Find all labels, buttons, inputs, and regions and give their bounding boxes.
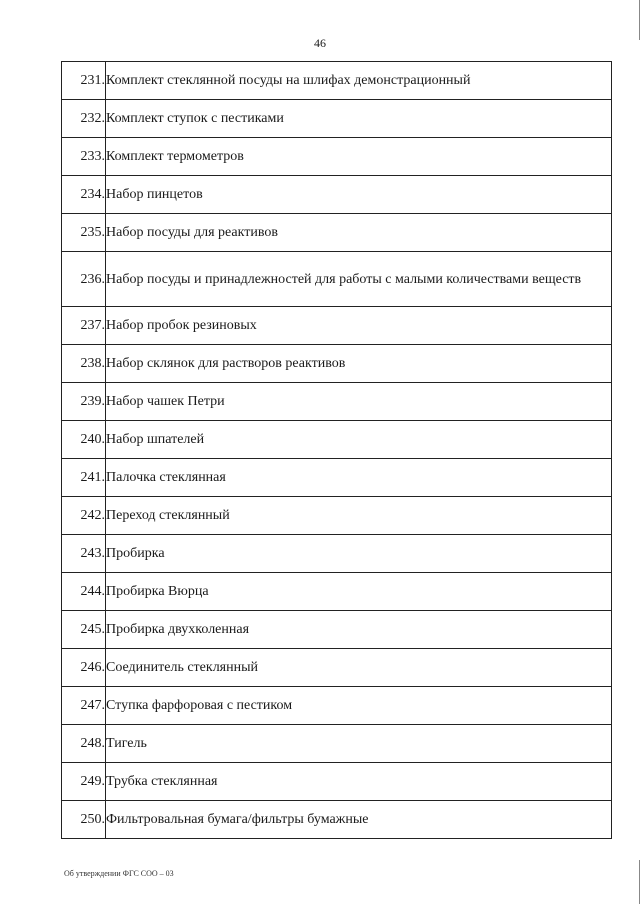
row-text: Тигель [106, 725, 612, 763]
row-number: 244. [62, 573, 106, 611]
row-text: Комплект термометров [106, 138, 612, 176]
row-number: 246. [62, 649, 106, 687]
row-text: Комплект ступок с пестиками [106, 100, 612, 138]
row-number: 232. [62, 100, 106, 138]
row-number: 249. [62, 763, 106, 801]
row-text: Набор посуды и принадлежностей для работы с малыми количествами веществ [106, 252, 612, 307]
row-number: 245. [62, 611, 106, 649]
table-row [62, 611, 612, 649]
equipment-table [61, 61, 612, 839]
row-number: 231. [62, 62, 106, 100]
row-number: 236. [62, 252, 106, 307]
row-text: Набор шпателей [106, 421, 612, 459]
row-text: Пробирка [106, 535, 612, 573]
row-text: Набор пинцетов [106, 176, 612, 214]
row-number: 248. [62, 725, 106, 763]
table-row [62, 214, 612, 252]
row-number: 240. [62, 421, 106, 459]
row-number: 247. [62, 687, 106, 725]
page-number: 46 [314, 36, 326, 50]
row-text: Соединитель стеклянный [106, 649, 612, 687]
row-number: 234. [62, 176, 106, 214]
row-number: 239. [62, 383, 106, 421]
document-footer: Об утверждении ФГС СОО – 03 [64, 869, 174, 878]
table-row [62, 649, 612, 687]
row-text: Трубка стеклянная [106, 763, 612, 801]
row-text: Ступка фарфоровая с пестиком [106, 687, 612, 725]
table-row [62, 535, 612, 573]
row-number: 233. [62, 138, 106, 176]
table-row [62, 307, 612, 345]
table-row [62, 421, 612, 459]
table-row [62, 383, 612, 421]
table-row [62, 687, 612, 725]
row-text: Набор чашек Петри [106, 383, 612, 421]
row-number: 243. [62, 535, 106, 573]
row-text: Пробирка двухколенная [106, 611, 612, 649]
table-row [62, 345, 612, 383]
row-text: Фильтровальная бумага/фильтры бумажные [106, 801, 612, 839]
row-text: Комплект стеклянной посуды на шлифах демонстрационный [106, 62, 612, 100]
row-number: 250. [62, 801, 106, 839]
row-number: 241. [62, 459, 106, 497]
table-row [62, 459, 612, 497]
table-row [62, 725, 612, 763]
row-number: 242. [62, 497, 106, 535]
row-number: 237. [62, 307, 106, 345]
table-row [62, 801, 612, 839]
table-row [62, 497, 612, 535]
table-row [62, 62, 612, 100]
table-row [62, 100, 612, 138]
row-number: 238. [62, 345, 106, 383]
row-text: Набор посуды для реактивов [106, 214, 612, 252]
row-text: Набор склянок для растворов реактивов [106, 345, 612, 383]
row-number: 235. [62, 214, 106, 252]
table-row [62, 252, 612, 307]
table-row [62, 138, 612, 176]
row-text: Набор пробок резиновых [106, 307, 612, 345]
table-row [62, 573, 612, 611]
row-text: Переход стеклянный [106, 497, 612, 535]
row-text: Палочка стеклянная [106, 459, 612, 497]
table-row [62, 763, 612, 801]
row-text: Пробирка Вюрца [106, 573, 612, 611]
table-row [62, 176, 612, 214]
